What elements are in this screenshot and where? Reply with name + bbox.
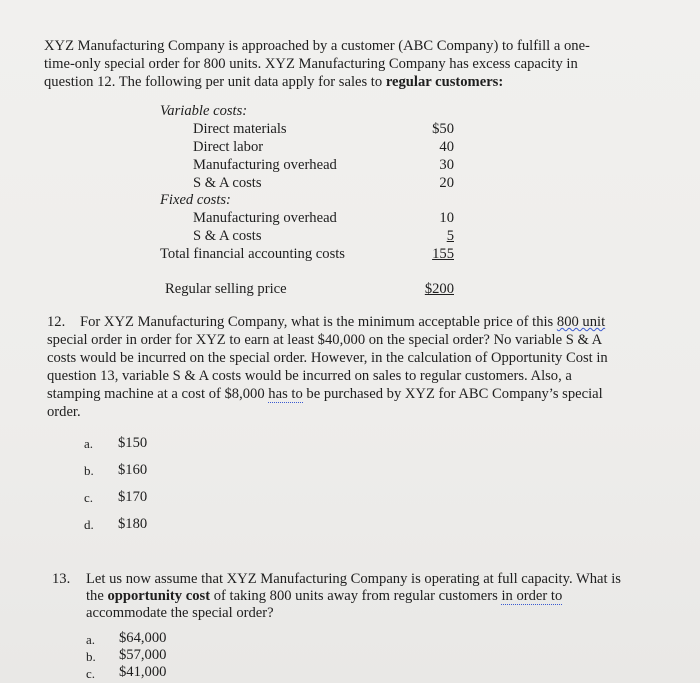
cost-value-variable-sa: 20 <box>439 175 454 191</box>
selling-price-label: Regular selling price <box>165 281 287 297</box>
intro-line-2: time-only special order for 800 units. XYZ Manufacturing Company has excess capacity in <box>44 56 578 72</box>
cost-label-fixed-overhead: Manufacturing overhead <box>193 210 337 226</box>
cost-label-fixed-sa: S & A costs <box>193 228 262 244</box>
total-costs-label: Total financial accounting costs <box>160 246 345 262</box>
question-12-line-5-tail: be purchased by XYZ for ABC Company’s special <box>302 386 603 402</box>
question-12-line-2: special order in order for XYZ to earn at least $40,000 on the special order? No variable S & A <box>47 332 603 348</box>
cost-label-direct-materials: Direct materials <box>193 121 287 137</box>
option-12-c-letter: c. <box>84 490 94 505</box>
option-12-d-value: $180 <box>118 516 148 532</box>
cost-value-fixed-overhead: 10 <box>439 210 454 226</box>
question-12-line-1 <box>80 314 605 331</box>
option-13-a-letter: a. <box>86 632 96 647</box>
option-12-b-value: $160 <box>118 462 148 478</box>
option-12-b-letter: b. <box>84 463 94 478</box>
intro-line-3 <box>44 74 503 91</box>
cost-value-variable-overhead: 30 <box>439 157 454 173</box>
question-12-line-1-text: For XYZ Manufacturing Company, what is the minimum acceptable price of this <box>80 314 557 330</box>
option-13-b-letter: b. <box>86 649 96 664</box>
total-costs-value: 155 <box>432 246 454 262</box>
question-12-line-4: question 13, variable S & A costs would be incurred on sales to regular customers. Also, a <box>47 368 572 384</box>
option-12-a-letter: a. <box>84 436 94 451</box>
question-13-number: 13. <box>52 571 71 587</box>
option-13-a-value: $64,000 <box>119 630 167 646</box>
cost-value-direct-labor: 40 <box>439 139 454 155</box>
option-12-a-value: $150 <box>118 435 148 451</box>
question-12-line-5 <box>47 386 603 403</box>
fixed-costs-header: Fixed costs: <box>160 192 231 208</box>
regular-customers-emphasis: regular customers: <box>385 74 504 90</box>
question-13-line-3: accommodate the special order? <box>86 605 274 621</box>
in-order-to-grammar-mark: in order to <box>501 588 563 604</box>
question-13-line-2-mid: of taking 800 units away from regular customers <box>210 588 502 604</box>
question-13-line-2-text: the <box>86 588 108 604</box>
cost-label-direct-labor: Direct labor <box>193 139 264 155</box>
option-12-d-letter: d. <box>84 517 94 532</box>
has-to-grammar-mark: has to <box>268 386 303 402</box>
variable-costs-header: Variable costs: <box>160 103 248 119</box>
intro-line-3-text: question 12. The following per unit data apply for sales to <box>44 74 386 90</box>
question-12-number: 12. <box>47 314 66 330</box>
cost-label-variable-sa: S & A costs <box>193 175 262 191</box>
question-12-line-6: order. <box>47 404 81 420</box>
question-13-line-2 <box>86 588 562 605</box>
question-13-line-1: Let us now assume that XYZ Manufacturing Company is operating at full capacity. What is <box>86 571 621 587</box>
question-12-line-3: costs would be incurred on the special order. However, in the calculation of Opportunity Cost in <box>47 350 608 366</box>
option-13-b-value: $57,000 <box>119 647 167 663</box>
selling-price-value: $200 <box>424 281 454 297</box>
intro-line-1: XYZ Manufacturing Company is approached by a customer (ABC Company) to fulfill a one- <box>44 38 590 54</box>
question-12-line-5-text: stamping machine at a cost of $8,000 <box>47 386 269 402</box>
cost-value-direct-materials: $50 <box>432 121 454 137</box>
option-13-c-letter: c. <box>86 666 96 681</box>
option-12-c-value: $170 <box>118 489 148 505</box>
cost-value-fixed-sa: 5 <box>446 228 454 244</box>
cost-label-variable-overhead: Manufacturing overhead <box>193 157 337 173</box>
800-unit-grammar-mark: 800 unit <box>556 314 606 330</box>
option-13-c-value: $41,000 <box>119 664 167 680</box>
opportunity-cost-emphasis: opportunity cost <box>107 588 211 604</box>
